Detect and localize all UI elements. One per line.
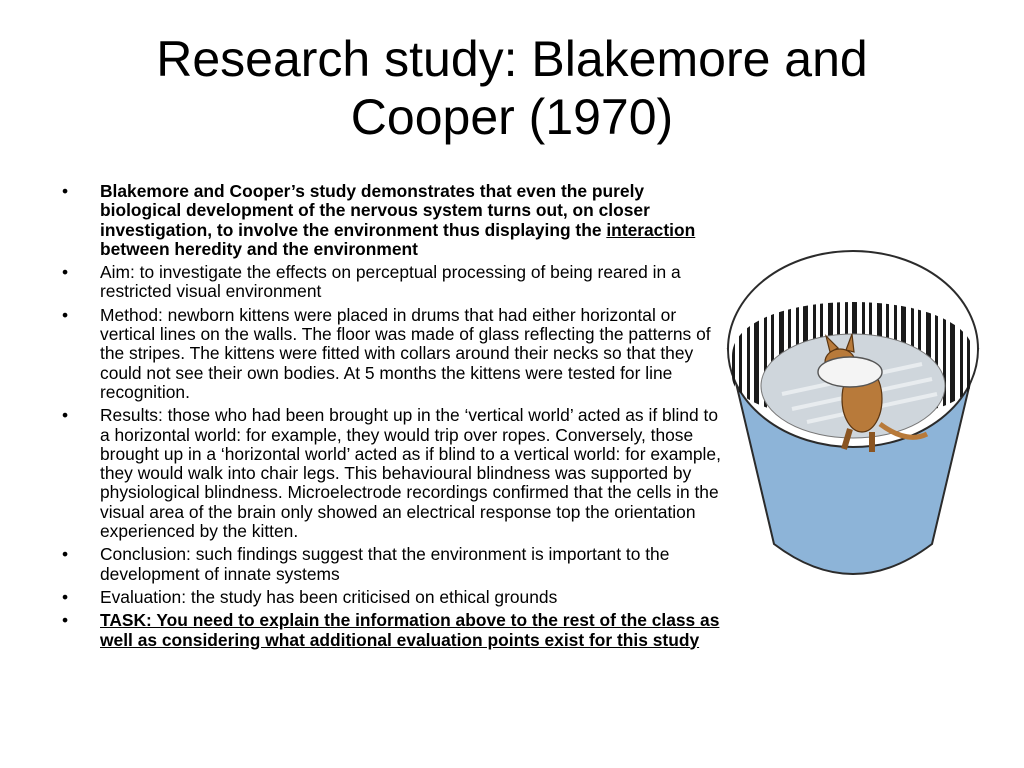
task-text: TASK: You need to explain the information above to the rest of the class as well as considering what additional evaluation points exist for this study xyxy=(100,610,720,650)
summary-text-part1: Blakemore and Cooper’s study demonstrates that even the purely biological development of the nervous system turns out, on closer investigation, to involve the environment thus displaying the xyxy=(100,181,650,240)
title-line-1: Research study: Blakemore and xyxy=(156,31,868,87)
stripe xyxy=(739,244,742,444)
bullet-aim xyxy=(62,263,722,302)
title-line-2: Cooper (1970) xyxy=(350,89,674,145)
bullet-marker: • xyxy=(62,610,69,631)
summary-interaction-term: interaction xyxy=(606,219,696,240)
kitten-drum-illustration xyxy=(722,244,984,584)
bullet-marker: • xyxy=(62,304,69,325)
bullet-list xyxy=(62,182,722,654)
results-text: Results: those who had been brought up in the ‘vertical world’ acted as if blind to a horizontal world: for example, they would trip over ropes. Conversely, those brought up in a ‘horizontal world’ acted as if blind to a vertical world: for example, they would walk into chair legs. This behavioural blindness was supported by physiological blindness. Microelectrode recordings confirmed that the cells in the visual area of the brain only showed an electrical response top the orientation experienced by the kitten. xyxy=(100,405,721,542)
evaluation-text: Evaluation: the study has been criticised on ethical grounds xyxy=(100,586,558,607)
bullet-results xyxy=(62,406,722,541)
bullet-marker: • xyxy=(62,405,69,426)
slide-title xyxy=(60,30,964,146)
bullet-task xyxy=(62,611,722,650)
collar xyxy=(818,357,882,387)
summary-text-part3: between heredity and the environment xyxy=(100,238,418,259)
bullet-conclusion xyxy=(62,545,722,584)
bullet-summary xyxy=(62,182,722,259)
bullet-marker: • xyxy=(62,181,69,201)
stripe xyxy=(967,244,970,444)
bullet-evaluation xyxy=(62,588,722,607)
bullet-marker: • xyxy=(62,544,69,565)
aim-text: Aim: to investigate the effects on perceptual processing of being reared in a restricted visual environment xyxy=(100,262,681,302)
bullet-marker: • xyxy=(62,586,69,607)
bullet-method xyxy=(62,306,722,402)
bullet-marker: • xyxy=(62,262,69,283)
method-text: Method: newborn kittens were placed in drums that had either horizontal or vertical lines on the walls. The floor was made of glass reflecting the patterns of the stripes. The kittens were fitted with collars around their necks so that they could not see their own bodies. At 5 months the kittens were tested for line recognition. xyxy=(100,304,711,402)
conclusion-text: Conclusion: such findings suggest that the environment is important to the development of innate systems xyxy=(100,544,670,584)
